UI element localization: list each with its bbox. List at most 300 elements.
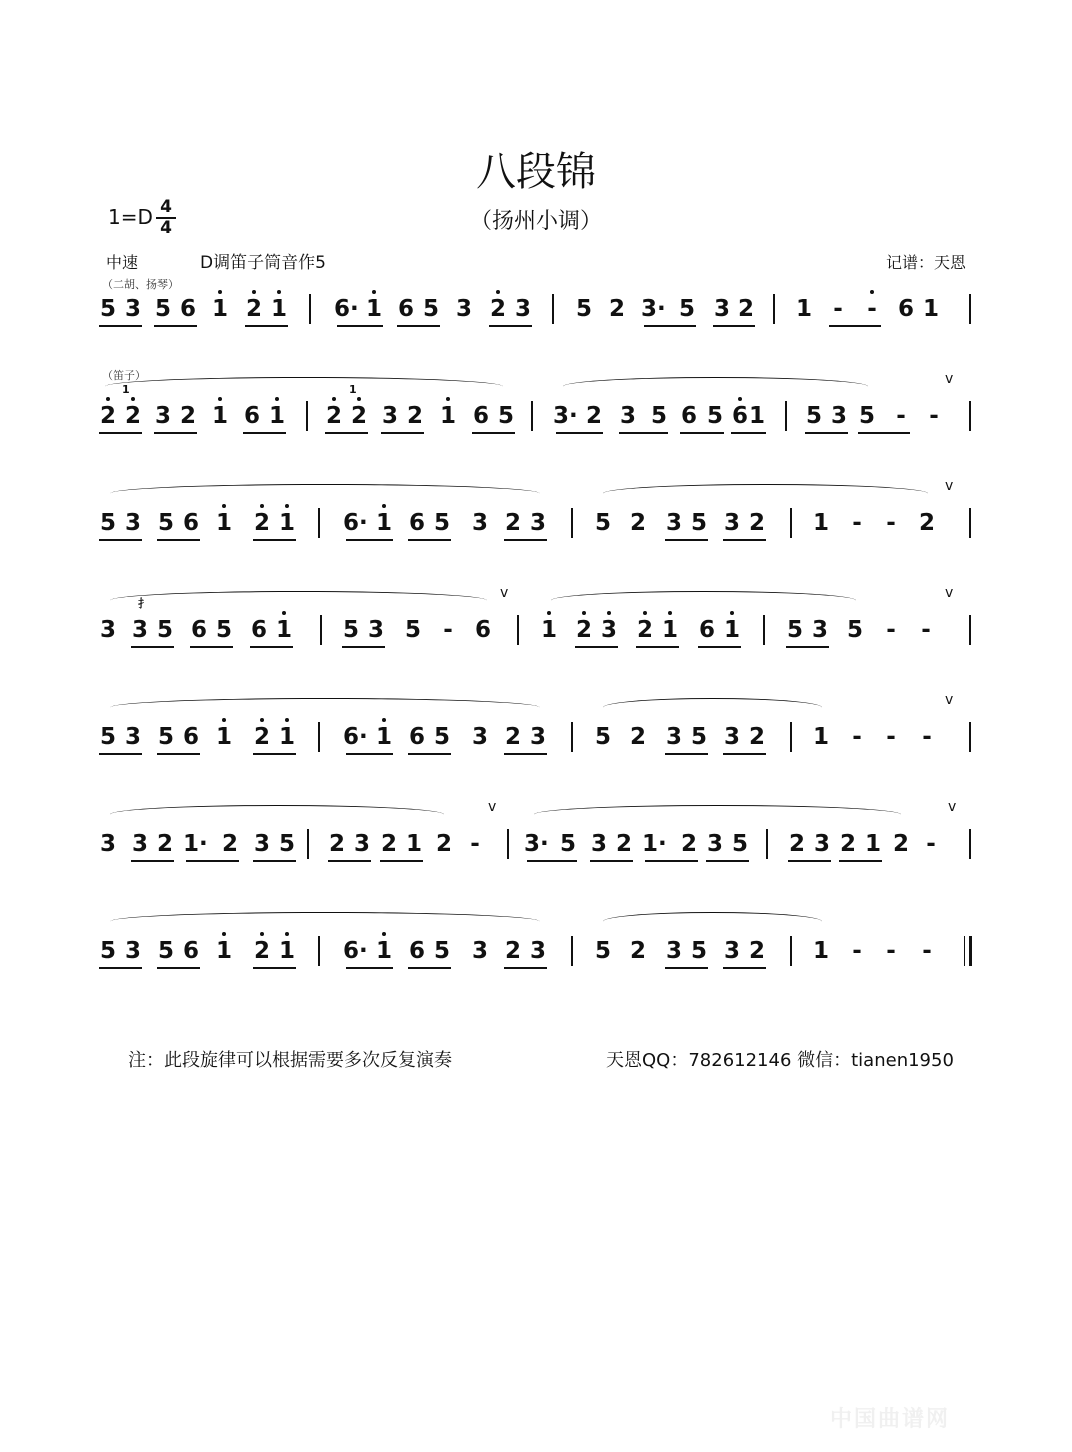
octave-dot-high (260, 932, 264, 936)
slur-arc (603, 912, 822, 931)
note: 3 (529, 724, 546, 750)
slur-arc (105, 377, 503, 396)
octave-dot-high (730, 611, 734, 615)
note: 1 (215, 724, 232, 750)
note: 1 (211, 296, 228, 322)
beam-underline (250, 646, 293, 648)
bar-line (790, 722, 792, 752)
note: 6 (474, 617, 491, 643)
beam-underline (157, 539, 200, 541)
breath-mark: v (945, 478, 954, 494)
beam-underline (157, 753, 200, 755)
bar-line (318, 508, 320, 538)
beam-underline (665, 539, 708, 541)
note: 2 (435, 831, 452, 857)
score-title: 八段锦 (476, 149, 596, 195)
note: 3 (813, 831, 830, 857)
octave-dot-high (260, 504, 264, 508)
octave-dot-high (582, 611, 586, 615)
note: 2 (839, 831, 856, 857)
note: 2 (350, 403, 367, 429)
slur-arc (603, 484, 928, 503)
note: 1 (375, 510, 392, 536)
beam-underline (99, 325, 142, 327)
beam-underline (619, 432, 668, 434)
note: 5 (99, 296, 116, 322)
note: 1 (215, 938, 232, 964)
beam-underline (504, 753, 547, 755)
bar-line (309, 294, 311, 324)
slur-arc (110, 805, 444, 824)
beam-underline (556, 432, 603, 434)
slur-arc (110, 484, 540, 503)
grace-trill-mark: 扌 (138, 597, 149, 610)
note: 3 (665, 510, 682, 536)
bar-line (773, 294, 775, 324)
slur-arc (110, 591, 487, 610)
note: 1 (812, 724, 829, 750)
octave-dot-high (382, 718, 386, 722)
slur-arc (534, 805, 901, 824)
note: 1 (405, 831, 422, 857)
note: 3 (619, 403, 636, 429)
note: - (833, 296, 843, 322)
breath-mark: v (945, 585, 954, 601)
note: 5 (99, 938, 116, 964)
note: - (926, 831, 936, 857)
note: 3 (529, 510, 546, 536)
note: 5 (594, 724, 611, 750)
beam-underline (472, 432, 515, 434)
beam-underline (245, 325, 288, 327)
note: 3 (253, 831, 270, 857)
octave-dot-high (131, 397, 135, 401)
note: 6· (343, 724, 368, 750)
slur-arc (110, 912, 540, 931)
octave-dot-high (222, 504, 226, 508)
score-subtitle: （扬州小调） (469, 209, 602, 234)
score-line (0, 585, 1072, 685)
note: 3 (713, 296, 730, 322)
note: 5 (690, 724, 707, 750)
beam-underline (328, 860, 371, 862)
note: 3 (131, 831, 148, 857)
octave-dot-high (222, 932, 226, 936)
note: 5 (497, 403, 514, 429)
note: 2 (629, 938, 646, 964)
beam-underline (590, 860, 633, 862)
fingering-note: D调笛子筒音作5 (200, 253, 326, 273)
beam-underline (346, 539, 393, 541)
note: 5 (786, 617, 803, 643)
note: - (886, 510, 896, 536)
note: 5 (215, 617, 232, 643)
note: 6 (408, 938, 425, 964)
score-line (0, 294, 1072, 364)
beam-underline (723, 753, 766, 755)
note: 1· (642, 831, 667, 857)
note: 1 (864, 831, 881, 857)
note: 2 (585, 403, 602, 429)
note: 5 (99, 510, 116, 536)
beam-underline (504, 539, 547, 541)
bar-line (307, 829, 309, 859)
note: 3 (665, 938, 682, 964)
beam-underline (154, 325, 197, 327)
beam-underline (698, 646, 741, 648)
beam-underline (636, 646, 679, 648)
beam-underline (346, 967, 393, 969)
note: 3 (367, 617, 384, 643)
octave-dot-high (106, 397, 110, 401)
note: 6 (182, 938, 199, 964)
note: - (886, 617, 896, 643)
octave-dot-high (218, 397, 222, 401)
note: 1 (275, 617, 292, 643)
beam-underline (253, 967, 296, 969)
final-bar-line (964, 936, 965, 966)
octave-dot-high (496, 290, 500, 294)
note: 1 (812, 938, 829, 964)
note: 1 (795, 296, 812, 322)
note: 1 (278, 938, 295, 964)
time-top: 4 (160, 197, 172, 217)
bar-line (571, 508, 573, 538)
note: 5 (154, 296, 171, 322)
note: 2 (615, 831, 632, 857)
beam-underline (253, 860, 296, 862)
beam-underline (723, 967, 766, 969)
beam-underline (788, 860, 831, 862)
note: 2 (179, 403, 196, 429)
note: 3 (353, 831, 370, 857)
octave-dot-high (738, 397, 742, 401)
octave-dot-high (382, 504, 386, 508)
bar-line (552, 294, 554, 324)
note: 5 (678, 296, 695, 322)
bar-line (531, 401, 533, 431)
note: 6 (408, 510, 425, 536)
bar-line (766, 829, 768, 859)
octave-dot-high (446, 397, 450, 401)
note: 3· (553, 403, 578, 429)
note: 2 (608, 296, 625, 322)
note: 2 (504, 724, 521, 750)
note: 2 (892, 831, 909, 857)
note: 2 (221, 831, 238, 857)
note: 3 (455, 296, 472, 322)
note: 2 (328, 831, 345, 857)
breath-mark: v (488, 799, 497, 815)
note: 3 (124, 724, 141, 750)
note: 3· (641, 296, 666, 322)
bar-line (763, 615, 765, 645)
note: 3 (381, 403, 398, 429)
bar-line (517, 615, 519, 645)
beam-underline (325, 432, 368, 434)
octave-dot-high (382, 932, 386, 936)
note: 3 (600, 617, 617, 643)
note: 1 (270, 296, 287, 322)
octave-dot-high (222, 718, 226, 722)
note: - (921, 617, 931, 643)
note: 1 (748, 403, 765, 429)
octave-dot-high (285, 718, 289, 722)
note: 2 (504, 510, 521, 536)
note: 2 (380, 831, 397, 857)
note: 5 (404, 617, 421, 643)
instrument-label-erhu: （二胡、扬琴） (102, 278, 179, 291)
note: 2 (748, 510, 765, 536)
note: 6· (343, 938, 368, 964)
score-line (0, 478, 1072, 578)
note: 5 (157, 724, 174, 750)
note: 2 (253, 724, 270, 750)
score-line (0, 799, 1072, 899)
note: 5 (559, 831, 576, 857)
note: 5 (690, 510, 707, 536)
note: 5 (858, 403, 875, 429)
octave-dot-high (277, 290, 281, 294)
octave-dot-high (260, 718, 264, 722)
bar-line (306, 401, 308, 431)
note: 2 (253, 938, 270, 964)
octave-dot-high (285, 504, 289, 508)
note: 1 (375, 938, 392, 964)
transcriber-credit: 记谱：天恩 (885, 253, 966, 272)
note: 2 (504, 938, 521, 964)
note: 3 (590, 831, 607, 857)
beam-underline (489, 325, 532, 327)
note: - (886, 724, 896, 750)
note: 6 (897, 296, 914, 322)
note: 5 (690, 938, 707, 964)
octave-dot-high (547, 611, 551, 615)
beam-underline (131, 646, 174, 648)
note: 2 (748, 724, 765, 750)
grace-note: 1 (349, 383, 357, 396)
beam-underline (190, 646, 233, 648)
note: 1 (439, 403, 456, 429)
note: 6 (182, 724, 199, 750)
note: 2 (636, 617, 653, 643)
note: - (852, 938, 862, 964)
note: 3 (124, 938, 141, 964)
slur-arc (563, 377, 868, 396)
note: - (852, 724, 862, 750)
octave-dot-high (668, 611, 672, 615)
beam-underline (99, 967, 142, 969)
note: - (886, 938, 896, 964)
note: 3 (124, 510, 141, 536)
beam-underline (575, 646, 618, 648)
note: - (852, 510, 862, 536)
note: 2 (748, 938, 765, 964)
bar-line (507, 829, 509, 859)
octave-dot-high (607, 611, 611, 615)
note: 1 (922, 296, 939, 322)
note: 5 (99, 724, 116, 750)
bar-line (969, 722, 971, 752)
note: 2 (737, 296, 754, 322)
note: - (896, 403, 906, 429)
beam-underline (381, 432, 424, 434)
breath-mark: v (948, 799, 957, 815)
beam-underline (805, 432, 848, 434)
note: 5 (805, 403, 822, 429)
beam-underline (99, 432, 142, 434)
breath-mark: v (945, 371, 954, 387)
note: - (922, 724, 932, 750)
note: 1 (211, 403, 228, 429)
beam-underline (243, 432, 286, 434)
note: 3 (514, 296, 531, 322)
note: 1 (278, 510, 295, 536)
octave-dot-high (252, 290, 256, 294)
note: 2 (253, 510, 270, 536)
note: - (867, 296, 877, 322)
beam-underline (99, 753, 142, 755)
beam-underline (131, 860, 174, 862)
note: 6 (472, 403, 489, 429)
note: 3 (99, 617, 116, 643)
beam-underline (397, 325, 440, 327)
slur-arc (110, 698, 540, 717)
note: 2 (489, 296, 506, 322)
beam-underline (706, 860, 749, 862)
bar-line (571, 936, 573, 966)
note: 5 (157, 938, 174, 964)
note: 3 (830, 403, 847, 429)
slur-arc (551, 591, 856, 610)
octave-dot-high (357, 397, 361, 401)
note: 5 (156, 617, 173, 643)
note: 6 (250, 617, 267, 643)
octave-dot-high (372, 290, 376, 294)
note: 2 (406, 403, 423, 429)
beam-underline (253, 539, 296, 541)
note: 6 (243, 403, 260, 429)
note: 2 (788, 831, 805, 857)
beam-underline (408, 967, 451, 969)
bar-line (318, 936, 320, 966)
note: 5 (575, 296, 592, 322)
note: 5 (433, 938, 450, 964)
note: 3 (723, 510, 740, 536)
note: 1 (365, 296, 382, 322)
note: 1 (540, 617, 557, 643)
note: 6 (680, 403, 697, 429)
note: 6 (182, 510, 199, 536)
note: 6 (408, 724, 425, 750)
note: 3 (154, 403, 171, 429)
note: 6 (179, 296, 196, 322)
note: 2 (245, 296, 262, 322)
note: 2 (575, 617, 592, 643)
octave-dot-high (218, 290, 222, 294)
note: 1 (812, 510, 829, 536)
note: 5 (594, 510, 611, 536)
slur-arc (603, 698, 822, 717)
beam-underline (99, 539, 142, 541)
watermark: 中国曲谱网 (830, 1407, 951, 1432)
grace-note: 1 (122, 383, 130, 396)
bar-line (790, 508, 792, 538)
note: 6· (334, 296, 359, 322)
note: 1 (375, 724, 392, 750)
time-signature (156, 198, 176, 238)
beam-underline (346, 753, 393, 755)
breath-mark: v (945, 692, 954, 708)
note: 2 (680, 831, 697, 857)
note: 3· (524, 831, 549, 857)
note: 1 (278, 724, 295, 750)
beam-underline (253, 753, 296, 755)
tempo-marking: 中速 (106, 253, 139, 272)
note: 6 (731, 403, 748, 429)
octave-dot-high (275, 397, 279, 401)
key-signature: 1=D (108, 205, 153, 229)
note: 2 (124, 403, 141, 429)
note: 1 (215, 510, 232, 536)
note: 3 (706, 831, 723, 857)
beam-underline (527, 860, 577, 862)
note: 5 (342, 617, 359, 643)
note: 3 (723, 938, 740, 964)
note: 3 (811, 617, 828, 643)
note: 5 (433, 510, 450, 536)
bar-line (969, 401, 971, 431)
beam-underline (157, 967, 200, 969)
beam-underline (723, 539, 766, 541)
bar-line (969, 615, 971, 645)
note: 6 (698, 617, 715, 643)
note: 5 (422, 296, 439, 322)
note: 3 (131, 617, 148, 643)
note: 5 (846, 617, 863, 643)
note: 3 (723, 724, 740, 750)
octave-dot-high (285, 932, 289, 936)
bar-line (969, 294, 971, 324)
beam-underline (154, 432, 197, 434)
beam-underline (713, 325, 755, 327)
note: 2 (629, 510, 646, 536)
note: - (443, 617, 453, 643)
note: - (929, 403, 939, 429)
beam-underline (408, 753, 451, 755)
beam-underline (829, 325, 881, 327)
bar-line (969, 508, 971, 538)
beam-underline (786, 646, 829, 648)
note: 5 (594, 938, 611, 964)
beam-underline (504, 967, 547, 969)
beam-underline (380, 860, 423, 862)
beam-underline (680, 432, 724, 434)
beam-underline (645, 860, 698, 862)
beam-underline (408, 539, 451, 541)
beam-underline (186, 860, 239, 862)
bar-line (571, 722, 573, 752)
note: 2 (918, 510, 935, 536)
note: 5 (731, 831, 748, 857)
note: 5 (157, 510, 174, 536)
beam-underline (839, 860, 882, 862)
breath-mark: v (500, 585, 509, 601)
bar-line (969, 829, 971, 859)
score-line (0, 936, 1072, 1006)
score-line (0, 692, 1072, 792)
note: 5 (706, 403, 723, 429)
